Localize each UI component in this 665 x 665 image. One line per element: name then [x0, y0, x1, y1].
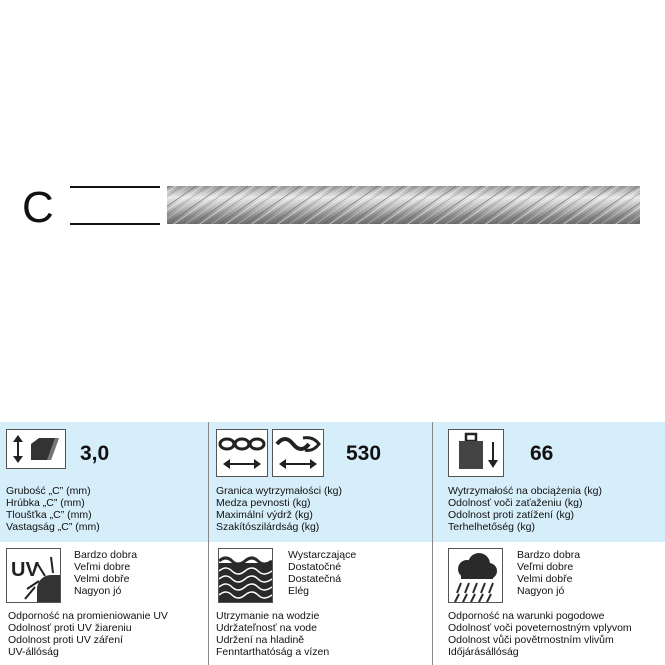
dimension-line-top: [70, 186, 160, 188]
water-rating: [288, 549, 356, 597]
column-divider: [432, 422, 433, 542]
dimension-letter: C: [22, 183, 54, 232]
uv-rating-line: Veľmi dobre: [74, 561, 131, 573]
load-label: Odolnost proti zatížení (kg): [448, 509, 575, 521]
thickness-value: 3,0: [80, 442, 110, 465]
specs-band: [0, 422, 665, 542]
load-value: 66: [530, 442, 554, 465]
water-label: Fenntarthatóság a vízen: [216, 646, 330, 658]
resistance-section: [0, 542, 665, 665]
uv-label: UV-állóság: [8, 646, 59, 658]
breaking-strength-label: Medza pevnosti (kg): [216, 497, 311, 509]
uv-rating-line: Nagyon jó: [74, 585, 122, 597]
uv-rating-line: Bardzo dobra: [74, 549, 138, 561]
load-label: Odolnosť voči zaťaženiu (kg): [448, 497, 583, 509]
steel-cable-image: [167, 186, 640, 224]
uv-icon-text: UV: [11, 559, 39, 581]
uv-label: Odporność na promieniowanie UV: [8, 610, 168, 622]
thickness-label: Tloušťka „C” (mm): [6, 509, 92, 521]
dimension-line-bottom: [70, 223, 160, 225]
thickness-label: Grubość „C” (mm): [6, 485, 91, 497]
water-labels: [216, 610, 329, 658]
column-divider: [208, 542, 209, 665]
uv-label: Odolnosť proti UV žiareniu: [8, 622, 132, 634]
weather-rating-line: Velmi dobře: [517, 573, 573, 585]
water-label: Udržení na hladině: [216, 634, 305, 646]
column-divider: [432, 542, 433, 665]
thickness-labels: [6, 485, 100, 533]
weather-rain-icon: [448, 548, 503, 603]
weather-label: Odolnost vůči povětrnostním vlivům: [448, 634, 614, 646]
water-rating-line: Dostatečná: [288, 573, 342, 585]
water-rating-line: Wystarczające: [288, 549, 357, 561]
water-label: Udržateľnosť na vode: [216, 622, 317, 634]
water-label: Utrzymanie na wodzie: [216, 610, 320, 622]
water-rating-line: Dostatočné: [288, 561, 342, 573]
breaking-strength-label: Granica wytrzymałości (kg): [216, 485, 343, 497]
uv-rating: [74, 549, 137, 597]
breaking-strength-label: Maximální výdrž (kg): [216, 509, 313, 521]
thickness-label: Hrúbka „C” (mm): [6, 497, 85, 509]
breaking-strength-labels: [216, 485, 342, 533]
column-divider: [208, 422, 209, 542]
load-weight-icon: [448, 429, 504, 477]
load-label: Terhelhetőség (kg): [448, 521, 535, 533]
breaking-strength-label: Szakítószilárdság (kg): [216, 521, 320, 533]
uv-rating-line: Velmi dobře: [74, 573, 130, 585]
weather-rating: [517, 549, 580, 597]
chain-strength-icon: [216, 429, 268, 477]
weather-label: Odporność na warunki pogodowe: [448, 610, 605, 622]
breaking-strength-value: 530: [346, 442, 382, 465]
uv-labels: [8, 610, 168, 658]
weather-label: Időjárásállóság: [448, 646, 519, 658]
weather-rating-line: Bardzo dobra: [517, 549, 581, 561]
weather-label: Odolnosť voči poveternostným vplyvom: [448, 622, 632, 634]
weather-rating-line: Veľmi dobre: [517, 561, 574, 573]
thickness-icon: [6, 429, 66, 469]
water-waves-icon: [218, 548, 273, 603]
load-label: Wytrzymałość na obciążenia (kg): [448, 485, 602, 497]
weather-labels: [448, 610, 632, 658]
breaking-strength-icon: [272, 429, 324, 477]
weather-rating-line: Nagyon jó: [517, 585, 565, 597]
uv-icon: [6, 548, 61, 603]
water-rating-line: Elég: [288, 585, 310, 597]
load-labels: [448, 485, 602, 533]
uv-label: Odolnost proti UV záření: [8, 634, 123, 646]
thickness-label: Vastagság „C” (mm): [6, 521, 100, 533]
